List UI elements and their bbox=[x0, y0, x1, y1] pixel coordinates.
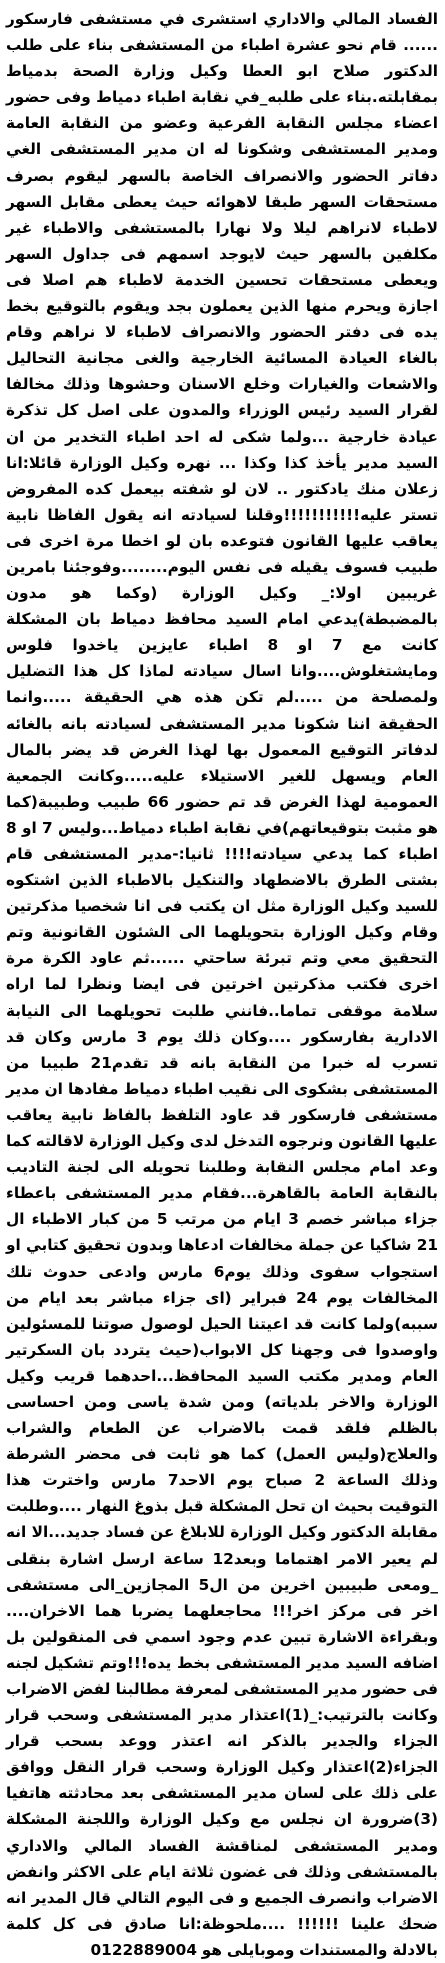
article-body: الفساد المالي والاداري استشرى في مستشفى فارسكور ...... قام نحو عشرة اطباء من المستشفى بناء على طلب الدكتور صلاح ابو العطا وكيل وزارة الصحة بدمياط بمقابلته.بناء على طلبه_في نقابة اطباء دمياط وفى حضور اعضاء مجلس النقابة الفرعية وعضو من النقابة العامة ومدير المستشفى وشكونا له ان مدير المستشفى الغي دفاتر الحضور والانصراف الخاصة بالسهر ليقوم بصرف مستحقات السهر طبقا لاهوائه حيث يعطى مقابل السهر لاطباء لانراهم ليلا ولا نهارا بالمستشفى والاطباء غير مكلفين بالسهر حيث لايوجد اسمهم فى جداول السهر ويعطى مستحقات تحسين الخدمة لاطباء هم اصلا فى اجازة ويحرم منها الذين يعملون بجد ويقوم بالتوقيع بخط يده فى دفتر الحضور والانصراف لاطباء لا نراهم وقام بالغاء العيادة المسائية الخارجية والغى مجانية التحاليل والاشعات والغيارات وخلع الاسنان وحشوها وذلك مخالفا لقرار السيد رئيس الوزراء والمدون على اصل كل تذكرة عيادة خارجية ...ولما شكى له احد اطباء التخدير من ان السيد مدير يأخذ كذا وكذا ... نهره وكيل الوزارة قائلا:انا زعلان منك يادكتور .. لان لو شفته بيعمل كده المفروض تستر عليه!!!!!!!!!!!وقلنا لسيادته انه يقول الفاظا نابية يعاقب عليها القانون فتوعده بان لو اخطا مرة اخرى فى طبيب فسوف يقيله فى نفس اليوم........وفوجئنا بامرين غريبين اولا:_ وكيل الوزارة (وكما هو مدون بالمضبطة)يدعي امام السيد محافظ دمياط بان المشكلة كانت مع 7 او 8 اطباء عايزين ياخدوا فلوس ومايشتغلوش....وانا اسال سيادته لماذا كل هذا التضليل ولمصلحة من .....لم تكن هذه هي الحقيقة .....وانما الحقيقة اننا شكونا مدير المستشفى لسيادته بانه بالغائه لدفاتر التوقيع المعمول بها لهذا الغرض قد يضر بالمال العام ويسهل للغير الاستيلاء عليه.....وكانت الجمعية العمومية لهذا الغرض قد تم حضور 66 طبيب وطبيبة(كما هو مثبت بتوقيعاتهم)في نقابة اطباء دمياط...وليس 7 او 8 اطباء كما يدعي سيادته!!!! ثانيا:-مدير المستشفى قام بشتى الطرق بالاضطهاد والتنكيل بالاطباء الذين اشتكوه للسيد وكيل الوزارة مثل ان يكتب فى انا شخصيا مذكرتين وقام وكيل الوزارة بتحويلهما الى الشئون القانونية وتم التحقيق معي وتم تبرئة ساحتي ......ثم عاود الكرة مرة اخرى فكتب مذكرتين اخرتين فى ايضا ونظرا لما اراه سلامة موقفى تماما..فانني طلبت تحويلهما الى النيابة الادارية بفارسكور ....وكان ذلك يوم 3 مارس وكان قد تسرب له خبرا من النقابة بانه قد تقدم21 طبيبا من المستشفى بشكوى الى نقيب اطباء دمياط مفادها ان مدير مستشفى فارسكور قد عاود التلفظ بالفاظ نابية يعاقب عليها القانون ونرجوه التدخل لدى وكيل الوزارة لاقالته كما وعد امام مجلس النقابة وطلبنا تحويله الى لجنة التاديب بالنقابة العامة بالقاهرة...فقام مدير المستشفى باعطاء جزاء مباشر خصم 3 ايام من مرتب 5 من كبار الاطباء ال 21 شاكيا عن جملة مخالفات ادعاها وبدون تحقيق كتابي او استجواب سفوى وذلك يوم6 مارس وادعى حدوث تلك المخالفات يوم 24 فبراير (اى جزاء مباشر بعد ايام من سببه)ولما كانت قد اعيتنا الحيل لوصول صوتنا للمسئولين واوصدوا فى وجهنا كل الابواب(حيث يتردد بان السكرتير العام ومدير مكتب السيد المحافظ...احدهما قريب وكيل الوزارة والاخر بلدياته) ومن شدة ياسى ومن احساسى بالظلم فلقد قمت بالاضراب عن الطعام والشراب والعلاج(وليس العمل) كما هو ثابت فى محضر الشرطة وذلك الساعة 2 صباح يوم الاحد7 مارس واخترت هذا التوقيت بحيث ان تحل المشكلة قبل بذوغ النهار ....وطلبت مقابلة الدكتور وكيل الوزارة للابلاغ عن فساد جديد...الا انه لم يعير الامر اهتماما وبعد12 ساعة ارسل اشارة بنقلى _ومعى طبيبين اخرين من ال5 المجازين_الى مستشفى اخر فى مركز اخر!!! محاجعلهما يضربا هما الاخران.... وبقراءة الاشارة تبين عدم وجود اسمي فى المنقولين بل اضافه السيد مدير المستشفى بخط يده!!!وتم تشكيل لجنه فى حضور مدير المستشفى لمعرفة مطالبنا لفض الاضراب وكانت بالترتيب:_(1)اعتذار مدير المستشفى وسحب قرار الجزاء والجدير بالذكر انه اعتذر ووعد بسحب قرار الجزاء(2)اعتذار وكيل الوزارة وسحب قرار النقل ووافق على ذلك على لسان مدير المستشفى بعد محادثته هاتفيا (3)ضرورة ان نجلس مع وكيل الوزارة واللجنة المشكلة ومدير المستشفى لمناقشة الفساد المالي والاداري بالمستشفى وذلك فى غضون ثلاثة ايام على الاكثر وانفض الاضراب وانصرف الجميع و فى اليوم التالي قال المدير انه ضحك علينا !!!!!! ....ملحوظة:انا صادق فى كل كلمة بالادلة والمستندات وموبايلى هو 0122889004 bbox=[6, 10, 439, 1959]
